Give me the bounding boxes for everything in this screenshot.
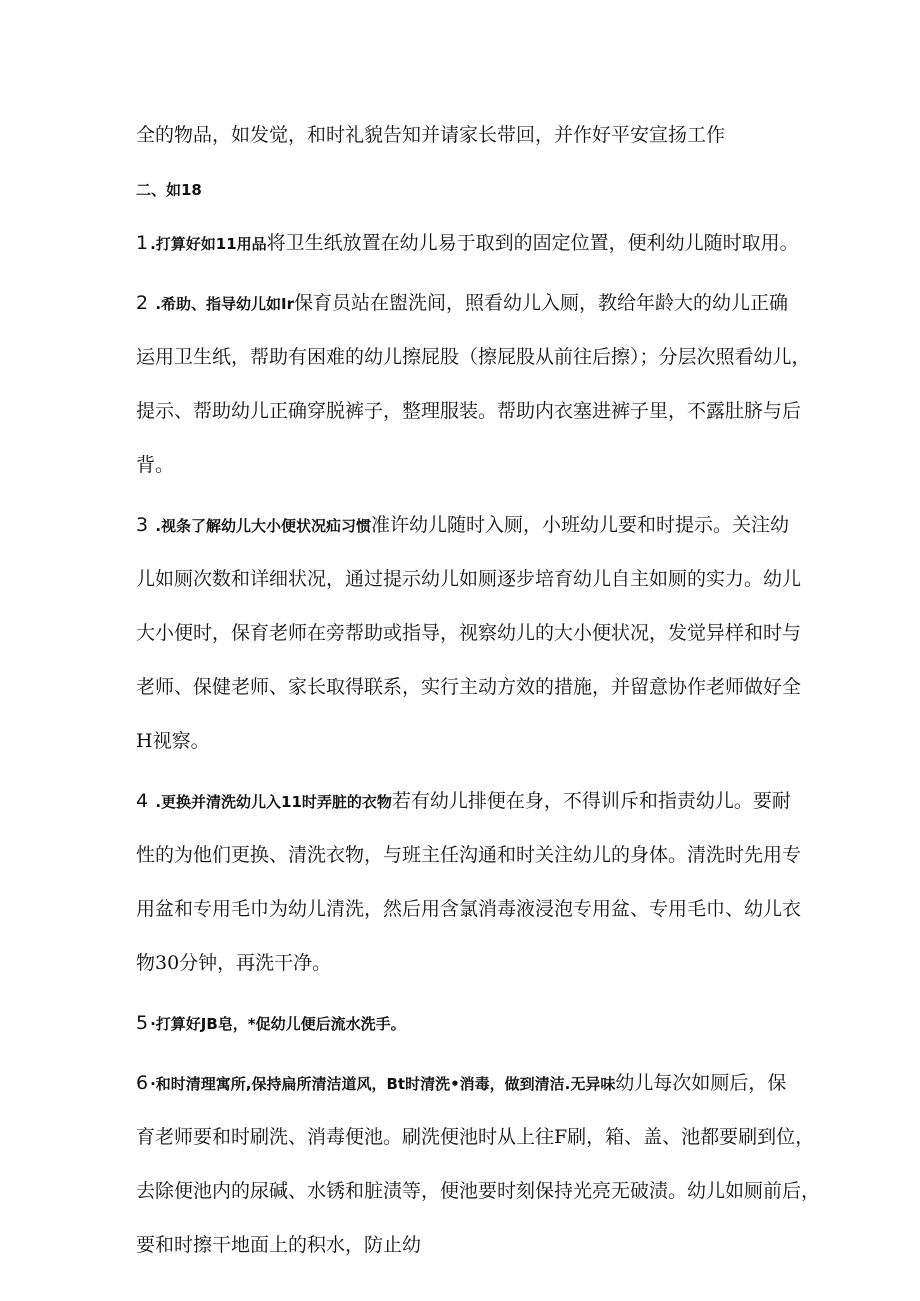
item-4-line-4: 物30分钟，再洗干净。	[136, 952, 332, 974]
item-number: 1	[136, 232, 149, 254]
item-1-line-1: 1 .打算好如11用品将卫生纸放置在幼儿易于取到的固定位置，便利幼儿随时取用。	[136, 232, 799, 254]
item-2-line-2: 运用卫生纸，帮助有困难的幼儿擦屁股（擦屁股从前往后擦）；分层次照看幼儿，	[136, 346, 811, 368]
item-3-line-4: 老师、保健老师、家长取得联系，实行主动方效的措施，并留意协作老师做好全	[136, 676, 802, 698]
item-3-line-5: H视察。	[136, 730, 210, 752]
item-2-line-3: 提示、帮助幼儿正确穿脱裤子，整理服装。帮助内衣塞进裤子里，不露肚脐与后	[136, 400, 802, 422]
section-title: 二、如18	[136, 181, 202, 199]
item-4-line-2: 性的为他们更换、清洗衣物，与班主任沟通和时关注幼儿的身体。清洗时先用专	[136, 844, 802, 866]
item-heading: .更换并清洗幼儿入11时弄脏的衣物	[150, 793, 392, 811]
item-3-line-2: 儿如厕次数和详细状况，通过提示幼儿如厕逐步培育幼儿自主如厕的实力。幼儿	[136, 568, 802, 590]
item-number: 2	[136, 292, 149, 314]
item-number: 5	[136, 1012, 149, 1034]
item-6-line-4: 要和时擦干地面上的积水，防止幼	[136, 1234, 422, 1256]
item-4-line-1: 4 .更换并清洗幼儿入11时弄脏的衣物若有幼儿排便在身，不得训斥和指责幼儿。要耐	[136, 790, 791, 812]
item-2-line-1: 2 .希助、指导幼儿如Ir保育员站在盥洗间，照看幼儿入厕，教给年龄大的幼儿正确	[136, 292, 789, 314]
item-heading: ·打算好JB皂，*促幼儿便后流水洗手。	[150, 1015, 406, 1033]
item-heading: .打算好如11用品	[150, 235, 267, 253]
item-number: 6	[136, 1072, 149, 1094]
item-5-line-1	[136, 1006, 784, 1040]
item-number: 3	[136, 514, 149, 536]
item-4-line-3: 用盆和专用毛巾为幼儿清洗，然后用含氯消毒液浸泡专用盆、专用毛巾、幼儿衣	[136, 898, 802, 920]
intro-line: 全的物品，如发觉，和时礼貌告知并请家长带回，并作好平安宣扬工作	[136, 124, 726, 146]
item-6-line-2: 育老师要和时刷洗、消毒便池。刷洗便池时从上往F刷，箱、盖、池都要刷到位，	[136, 1126, 815, 1148]
item-3-line-1: 3 .视条了解幼儿大小便状况疝习惯准许幼儿随时入厕，小班幼儿要和时提示。关注幼	[136, 514, 790, 536]
item-2-line-4: 背。	[136, 454, 175, 476]
item-3-line-3: 大小便时，保育老师在旁帮助或指导，视察幼儿的大小便状况，发觉异样和时与	[136, 622, 802, 644]
document-body	[136, 118, 821, 1262]
item-heading: .视条了解幼儿大小便状况疝习惯	[150, 517, 372, 535]
item-6-line-3: 去除便池内的尿碱、水锈和脏渍等，便池要时刻保持光亮无破渍。幼儿如厕前后，	[136, 1180, 821, 1202]
item-6-line-1: 6 ·和时清理寓所,保持扁所清洁道风，Bt时清洗•消毒，做到清洁.无异味幼儿每次如厕后，保	[136, 1072, 787, 1094]
item-heading: .希助、指导幼儿如Ir	[150, 295, 294, 313]
item-heading: ·和时清理寓所,保持扁所清洁道风，Bt时清洗•消毒，做到清洁.无异味	[150, 1075, 616, 1093]
item-number: 4	[136, 790, 149, 812]
